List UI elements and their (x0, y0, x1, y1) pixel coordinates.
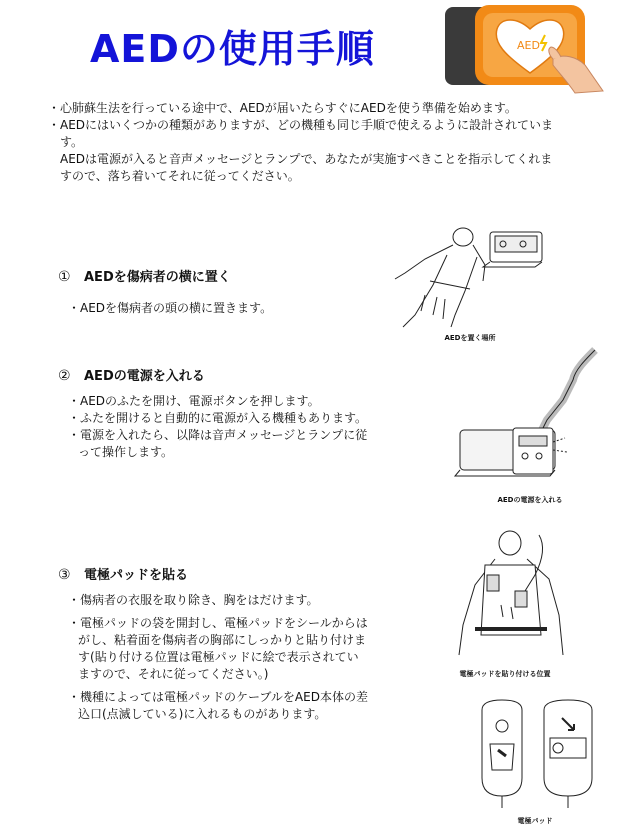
step-3-item-2: ・電極パッドの袋を開封し、電極パッドをシールからはがし、粘着面を傷病者の胸部にしっかりと貼り付けます(貼り付ける位置は電極パッドに絵で表示されていますので、それに従ってください。) (68, 616, 368, 681)
step-1-list (68, 300, 368, 317)
intro-bullet-1: ・心肺蘇生法を行っている途中で、AEDが届いたらすぐにAEDを使う準備を始めます。 (48, 101, 517, 115)
step-3-title: 電極パッドを貼る (84, 568, 189, 583)
page-title: AEDの使用手順 (90, 27, 375, 71)
step-3-item-3: ・機種によっては電極パッドのケーブルをAED本体の差込口(点滅している)に入れるものがあります。 (68, 690, 368, 721)
step-2-caption: AEDの電源を入れる (497, 496, 563, 504)
step-3-heading (58, 564, 188, 583)
intro-bullet-2: ・AEDにはいくつかの種類がありますが、どの機種も同じ手順で使えるように設計されています。 (48, 118, 554, 149)
step-3-item-1: ・傷病者の衣服を取り除き、胸をはだけます。 (68, 593, 319, 607)
step-2-item-3: ・電源を入れたら、以降は音声メッセージとランプに従って操作します。 (68, 428, 368, 459)
aed-label-text: AED (517, 39, 540, 52)
intro-note: AEDは電源が入ると音声メッセージとランプで、あなたが実施すべきことを指示してくれますので、落ち着いてそれに従ってください。 (60, 152, 553, 183)
step-1-caption: AEDを置く場所 (444, 334, 496, 342)
aed-power-illustration (455, 350, 605, 490)
aed-placement-illustration (385, 215, 555, 330)
step-2-item-2: ・ふたを開けると自動的に電源が入る機種もあります。 (68, 411, 368, 425)
step-1-heading (58, 266, 231, 285)
step-3-number: ③ (58, 567, 71, 583)
step-2-heading (58, 365, 205, 384)
step-3-caption-2: 電極パッド (517, 817, 553, 825)
intro-text (48, 100, 558, 185)
step-1-item-1: ・AEDを傷病者の頭の横に置きます。 (68, 301, 273, 315)
step-3-caption: 電極パッドを貼り付ける位置 (459, 670, 551, 678)
step-1-title: AEDを傷病者の横に置く (84, 270, 231, 285)
step-1-number: ① (58, 269, 71, 285)
aed-device-illustration (445, 5, 610, 95)
step-2-item-1: ・AEDのふたを開け、電源ボタンを押します。 (68, 394, 320, 408)
step-2-list (68, 393, 368, 461)
step-2-number: ② (58, 368, 71, 384)
step-2-title: AEDの電源を入れる (84, 369, 205, 384)
pad-placement-illustration (455, 525, 585, 660)
step-3-list (68, 592, 368, 723)
electrode-pads-illustration (478, 700, 603, 810)
